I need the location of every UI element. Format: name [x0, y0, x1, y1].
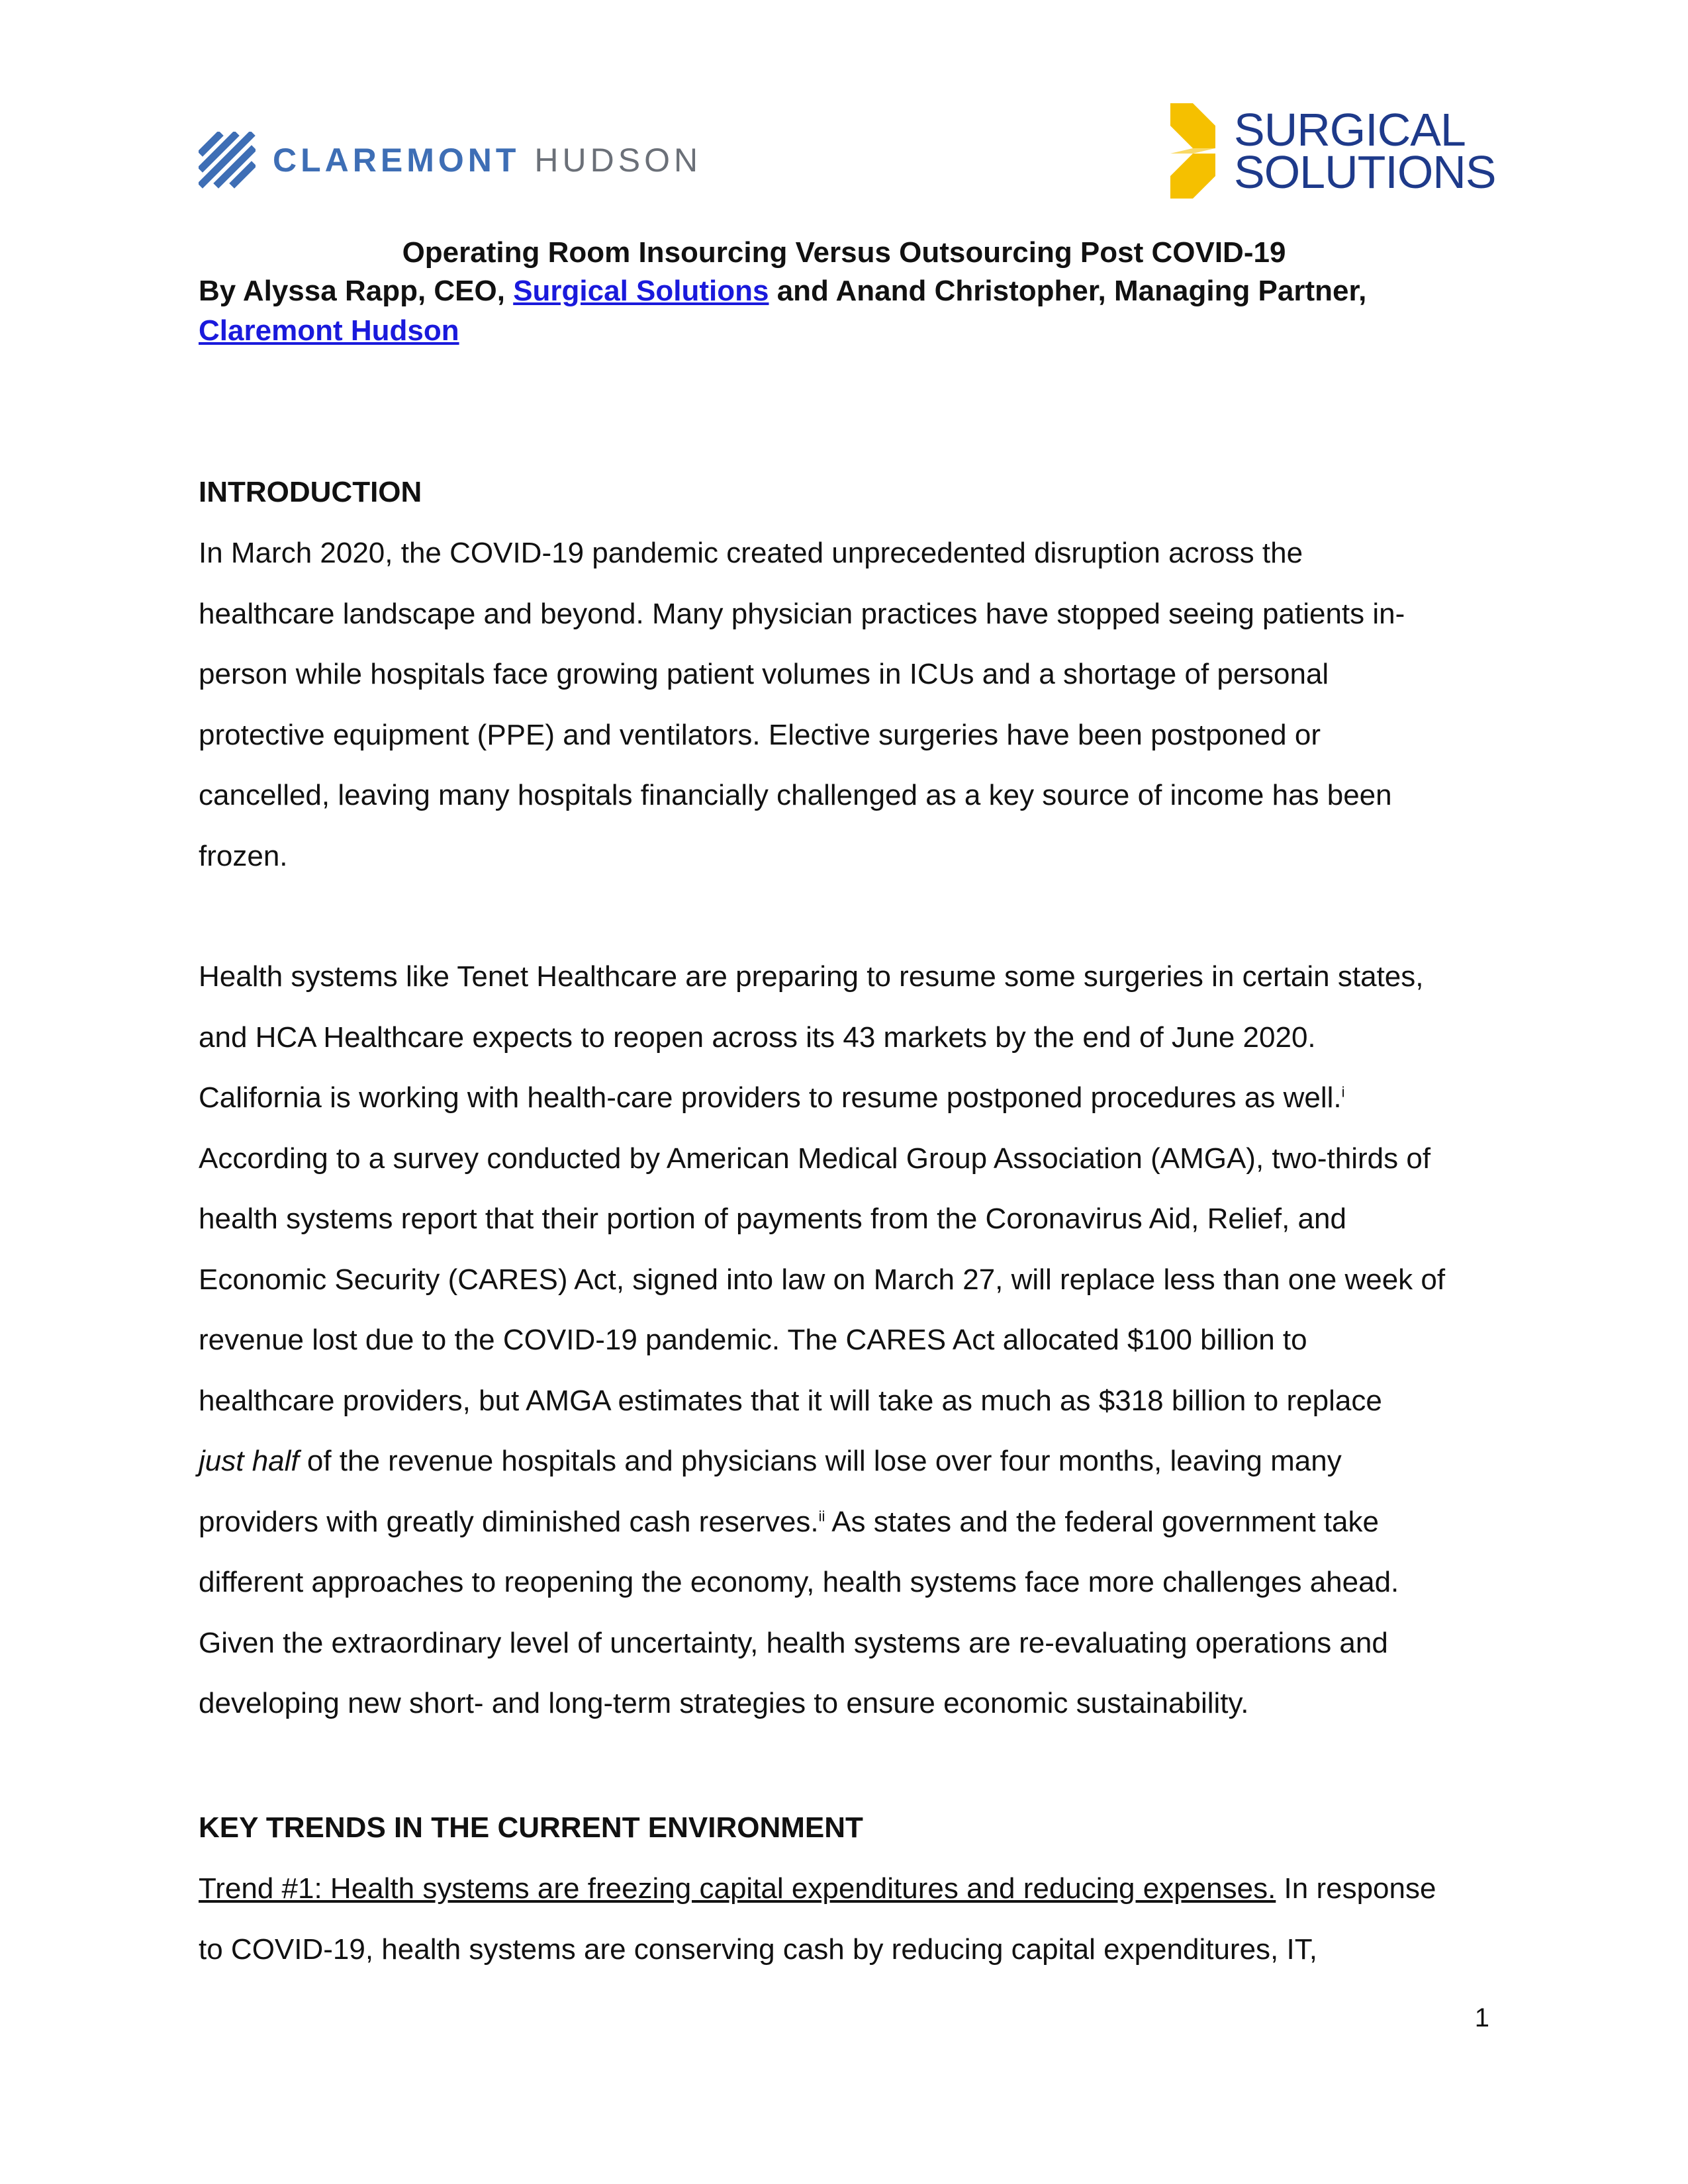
paragraph-line: California is working with health-care providers to resume postponed procedures as well.$^i$	[199, 1081, 1345, 1114]
paragraph-line: just half of the revenue hospitals and physicians will lose over four months, leaving many	[199, 1445, 1342, 1477]
paragraph-line: healthcare landscape and beyond. Many physician practices have stopped seeing patients in-	[199, 597, 1405, 630]
trend-1-paragraph	[199, 1858, 1496, 1979]
surgical-solutions-link[interactable]: Surgical Solutions	[513, 275, 769, 307]
page-number: 1	[1474, 2003, 1489, 2032]
surgical-solutions-wordmark: SURGICAL SOLUTIONS	[1234, 104, 1496, 198]
endnote-marker[interactable]: ii	[818, 1507, 825, 1524]
intro-paragraph-1	[199, 523, 1496, 886]
introduction-heading: INTRODUCTION	[199, 476, 422, 508]
paragraph-line: frozen.	[199, 839, 288, 872]
paragraph-line: and HCA Healthcare expects to reopen across its 43 markets by the end of June 2020.	[199, 1021, 1316, 1054]
byline: By Alyssa Rapp, CEO, Surgical Solutions and Anand Christopher, Managing Partner, Claremont Hudson	[199, 275, 1367, 347]
endnote-marker[interactable]: i	[1341, 1083, 1345, 1101]
document-title: Operating Room Insourcing Versus Outsourcing Post COVID-19	[402, 236, 1286, 269]
paragraph-line: Given the extraordinary level of uncertainty, health systems are re-evaluating operations and	[199, 1626, 1388, 1659]
surgical-solutions-mark-icon	[1165, 101, 1218, 201]
paragraph-line: According to a survey conducted by American Medical Group Association (AMGA), two-thirds of	[199, 1142, 1431, 1175]
paragraph-line: protective equipment (PPE) and ventilators. Elective surgeries have been postponed or	[199, 718, 1321, 751]
paragraph-line: Economic Security (CARES) Act, signed into law on March 27, will replace less than one week of	[199, 1263, 1446, 1296]
paragraph-line: developing new short- and long-term strategies to ensure economic sustainability.	[199, 1687, 1249, 1719]
paragraph-line: person while hospitals face growing patient volumes in ICUs and a shortage of personal	[199, 658, 1329, 690]
paragraph-line: different approaches to reopening the economy, health systems face more challenges ahead.	[199, 1566, 1399, 1598]
paragraph-line: health systems report that their portion of payments from the Coronavirus Aid, Relief, and	[199, 1203, 1346, 1235]
paragraph-line: revenue lost due to the COVID-19 pandemic. The CARES Act allocated $100 billion to	[199, 1324, 1307, 1356]
intro-paragraph-2	[199, 946, 1496, 1734]
claremont-hudson-wordmark: CLAREMONT HUDSON	[273, 142, 702, 179]
claremont-hudson-logo	[199, 130, 702, 191]
paragraph-line: healthcare providers, but AMGA estimates that it will take as much as $318 billion to replace	[199, 1384, 1382, 1417]
paragraph-line: cancelled, leaving many hospitals financially challenged as a key source of income has been	[199, 779, 1392, 811]
trend-1-label: Trend #1: Health systems are freezing capital expenditures and reducing expenses.	[199, 1872, 1276, 1905]
claremont-hudson-link[interactable]: Claremont Hudson	[199, 314, 459, 347]
paragraph-line: providers with greatly diminished cash reserves.$^{ii}$ As states and the federal government take	[199, 1505, 1379, 1538]
paragraph-line: In March 2020, the COVID-19 pandemic created unprecedented disruption across the	[199, 537, 1303, 569]
paragraph-line: to COVID-19, health systems are conserving cash by reducing capital expenditures, IT,	[199, 1933, 1317, 1966]
paragraph-line: Trend #1: Health systems are freezing capital expenditures and reducing expenses. In response	[199, 1872, 1436, 1905]
claremont-stripes-icon	[199, 132, 256, 189]
surgical-solutions-logo	[1165, 98, 1496, 204]
paragraph-line: Health systems like Tenet Healthcare are preparing to resume some surgeries in certain states,	[199, 960, 1424, 993]
key-trends-heading: KEY TRENDS IN THE CURRENT ENVIRONMENT	[199, 1811, 863, 1844]
